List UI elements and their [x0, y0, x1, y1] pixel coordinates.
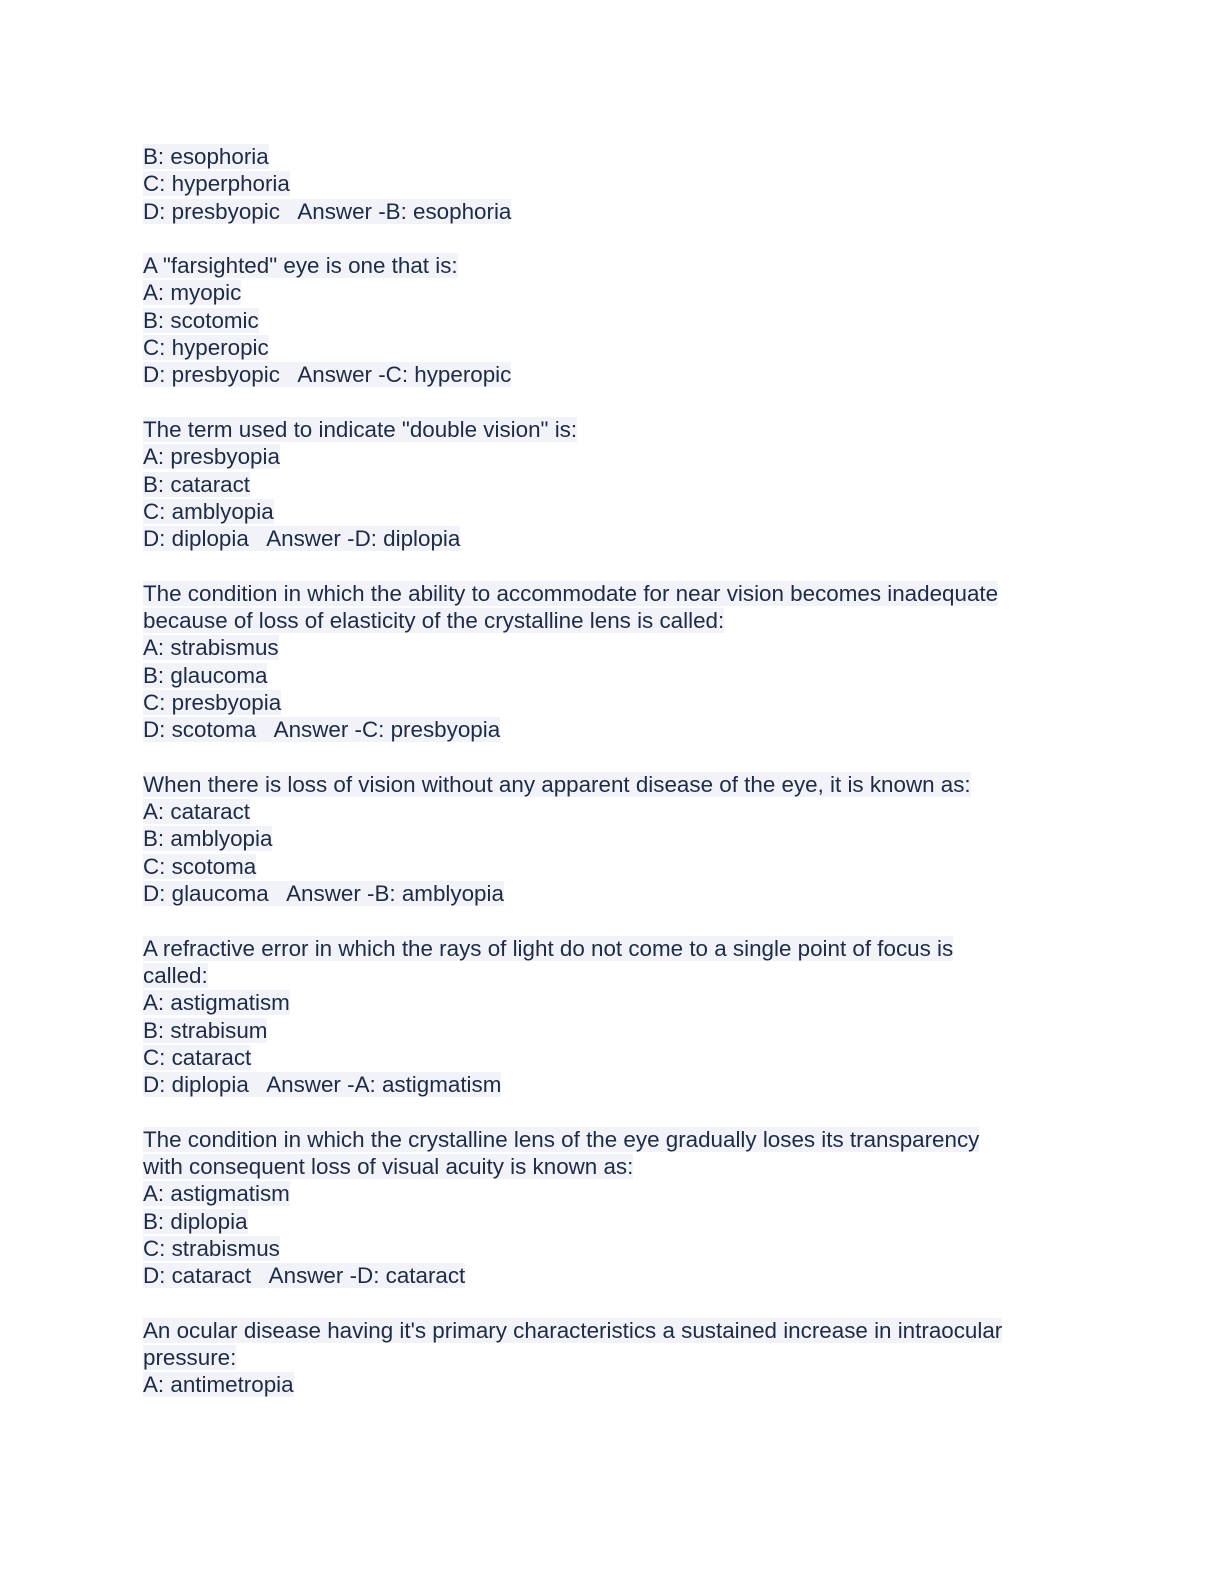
- text-line: D: scotoma Answer -C: presbyopia: [143, 717, 501, 743]
- text-line: A: myopic: [143, 280, 242, 306]
- text-line: D: cataract Answer -D: cataract: [143, 1263, 466, 1289]
- text-line: D: diplopia Answer -D: diplopia: [143, 526, 461, 552]
- question-text: A refractive error in which the rays of light do not come to a single point of focus is: [143, 935, 954, 961]
- text-line: B: esophoria: [143, 144, 269, 169]
- text-line: B: glaucoma: [143, 662, 268, 688]
- question-text: A "farsighted" eye is one that is:: [143, 253, 458, 279]
- text-line: A: antimetropia: [143, 1372, 294, 1398]
- text-line: C: cataract: [143, 1044, 252, 1070]
- question-text: The condition in which the ability to accommodate for near vision becomes inadequate: [143, 580, 999, 606]
- text-line: B: amblyopia: [143, 826, 273, 852]
- question-block-4: [143, 580, 1073, 744]
- text-line: C: scotoma: [143, 853, 257, 879]
- text-line: A: strabismus: [143, 635, 279, 661]
- question-block-3: [143, 416, 1073, 552]
- text-line: B: strabisum: [143, 1017, 268, 1043]
- question-block-5: [143, 771, 1073, 907]
- text-line: D: presbyopic Answer -C: hyperopic: [143, 362, 512, 388]
- text-line: C: presbyopia: [143, 689, 282, 715]
- question-text: An ocular disease having it's primary characteristics a sustained increase in intraocular: [143, 1317, 1003, 1343]
- question-block-1: [143, 143, 1073, 225]
- text-line: D: diplopia Answer -A: astigmatism: [143, 1072, 502, 1098]
- text-line: A: astigmatism: [143, 1181, 290, 1207]
- text-line: A: astigmatism: [143, 990, 290, 1016]
- text-line: D: presbyopic Answer -B: esophoria: [143, 198, 512, 224]
- text-line: A: presbyopia: [143, 444, 280, 470]
- question-text: with consequent loss of visual acuity is known as:: [143, 1153, 634, 1179]
- question-text: because of loss of elasticity of the crystalline lens is called:: [143, 608, 725, 634]
- text-line: A: cataract: [143, 799, 251, 825]
- question-block-7: [143, 1126, 1073, 1290]
- question-text: pressure:: [143, 1345, 237, 1371]
- question-block-6: [143, 935, 1073, 1099]
- text-line: C: amblyopia: [143, 498, 274, 524]
- question-block-2: [143, 252, 1073, 388]
- question-text: called:: [143, 962, 208, 988]
- text-line: B: cataract: [143, 471, 251, 497]
- text-line: C: hyperopic: [143, 335, 269, 361]
- text-line: D: glaucoma Answer -B: amblyopia: [143, 881, 504, 907]
- question-block-8: [143, 1317, 1073, 1399]
- text-line: C: hyperphoria: [143, 171, 290, 197]
- document-page: [143, 143, 1073, 1426]
- question-text: When there is loss of vision without any apparent disease of the eye, it is known as:: [143, 771, 971, 797]
- text-line: C: strabismus: [143, 1235, 280, 1261]
- text-line: B: scotomic: [143, 307, 259, 333]
- question-text: The condition in which the crystalline lens of the eye gradually loses its transparency: [143, 1126, 980, 1152]
- text-line: B: diplopia: [143, 1208, 248, 1234]
- question-text: The term used to indicate "double vision" is:: [143, 416, 578, 442]
